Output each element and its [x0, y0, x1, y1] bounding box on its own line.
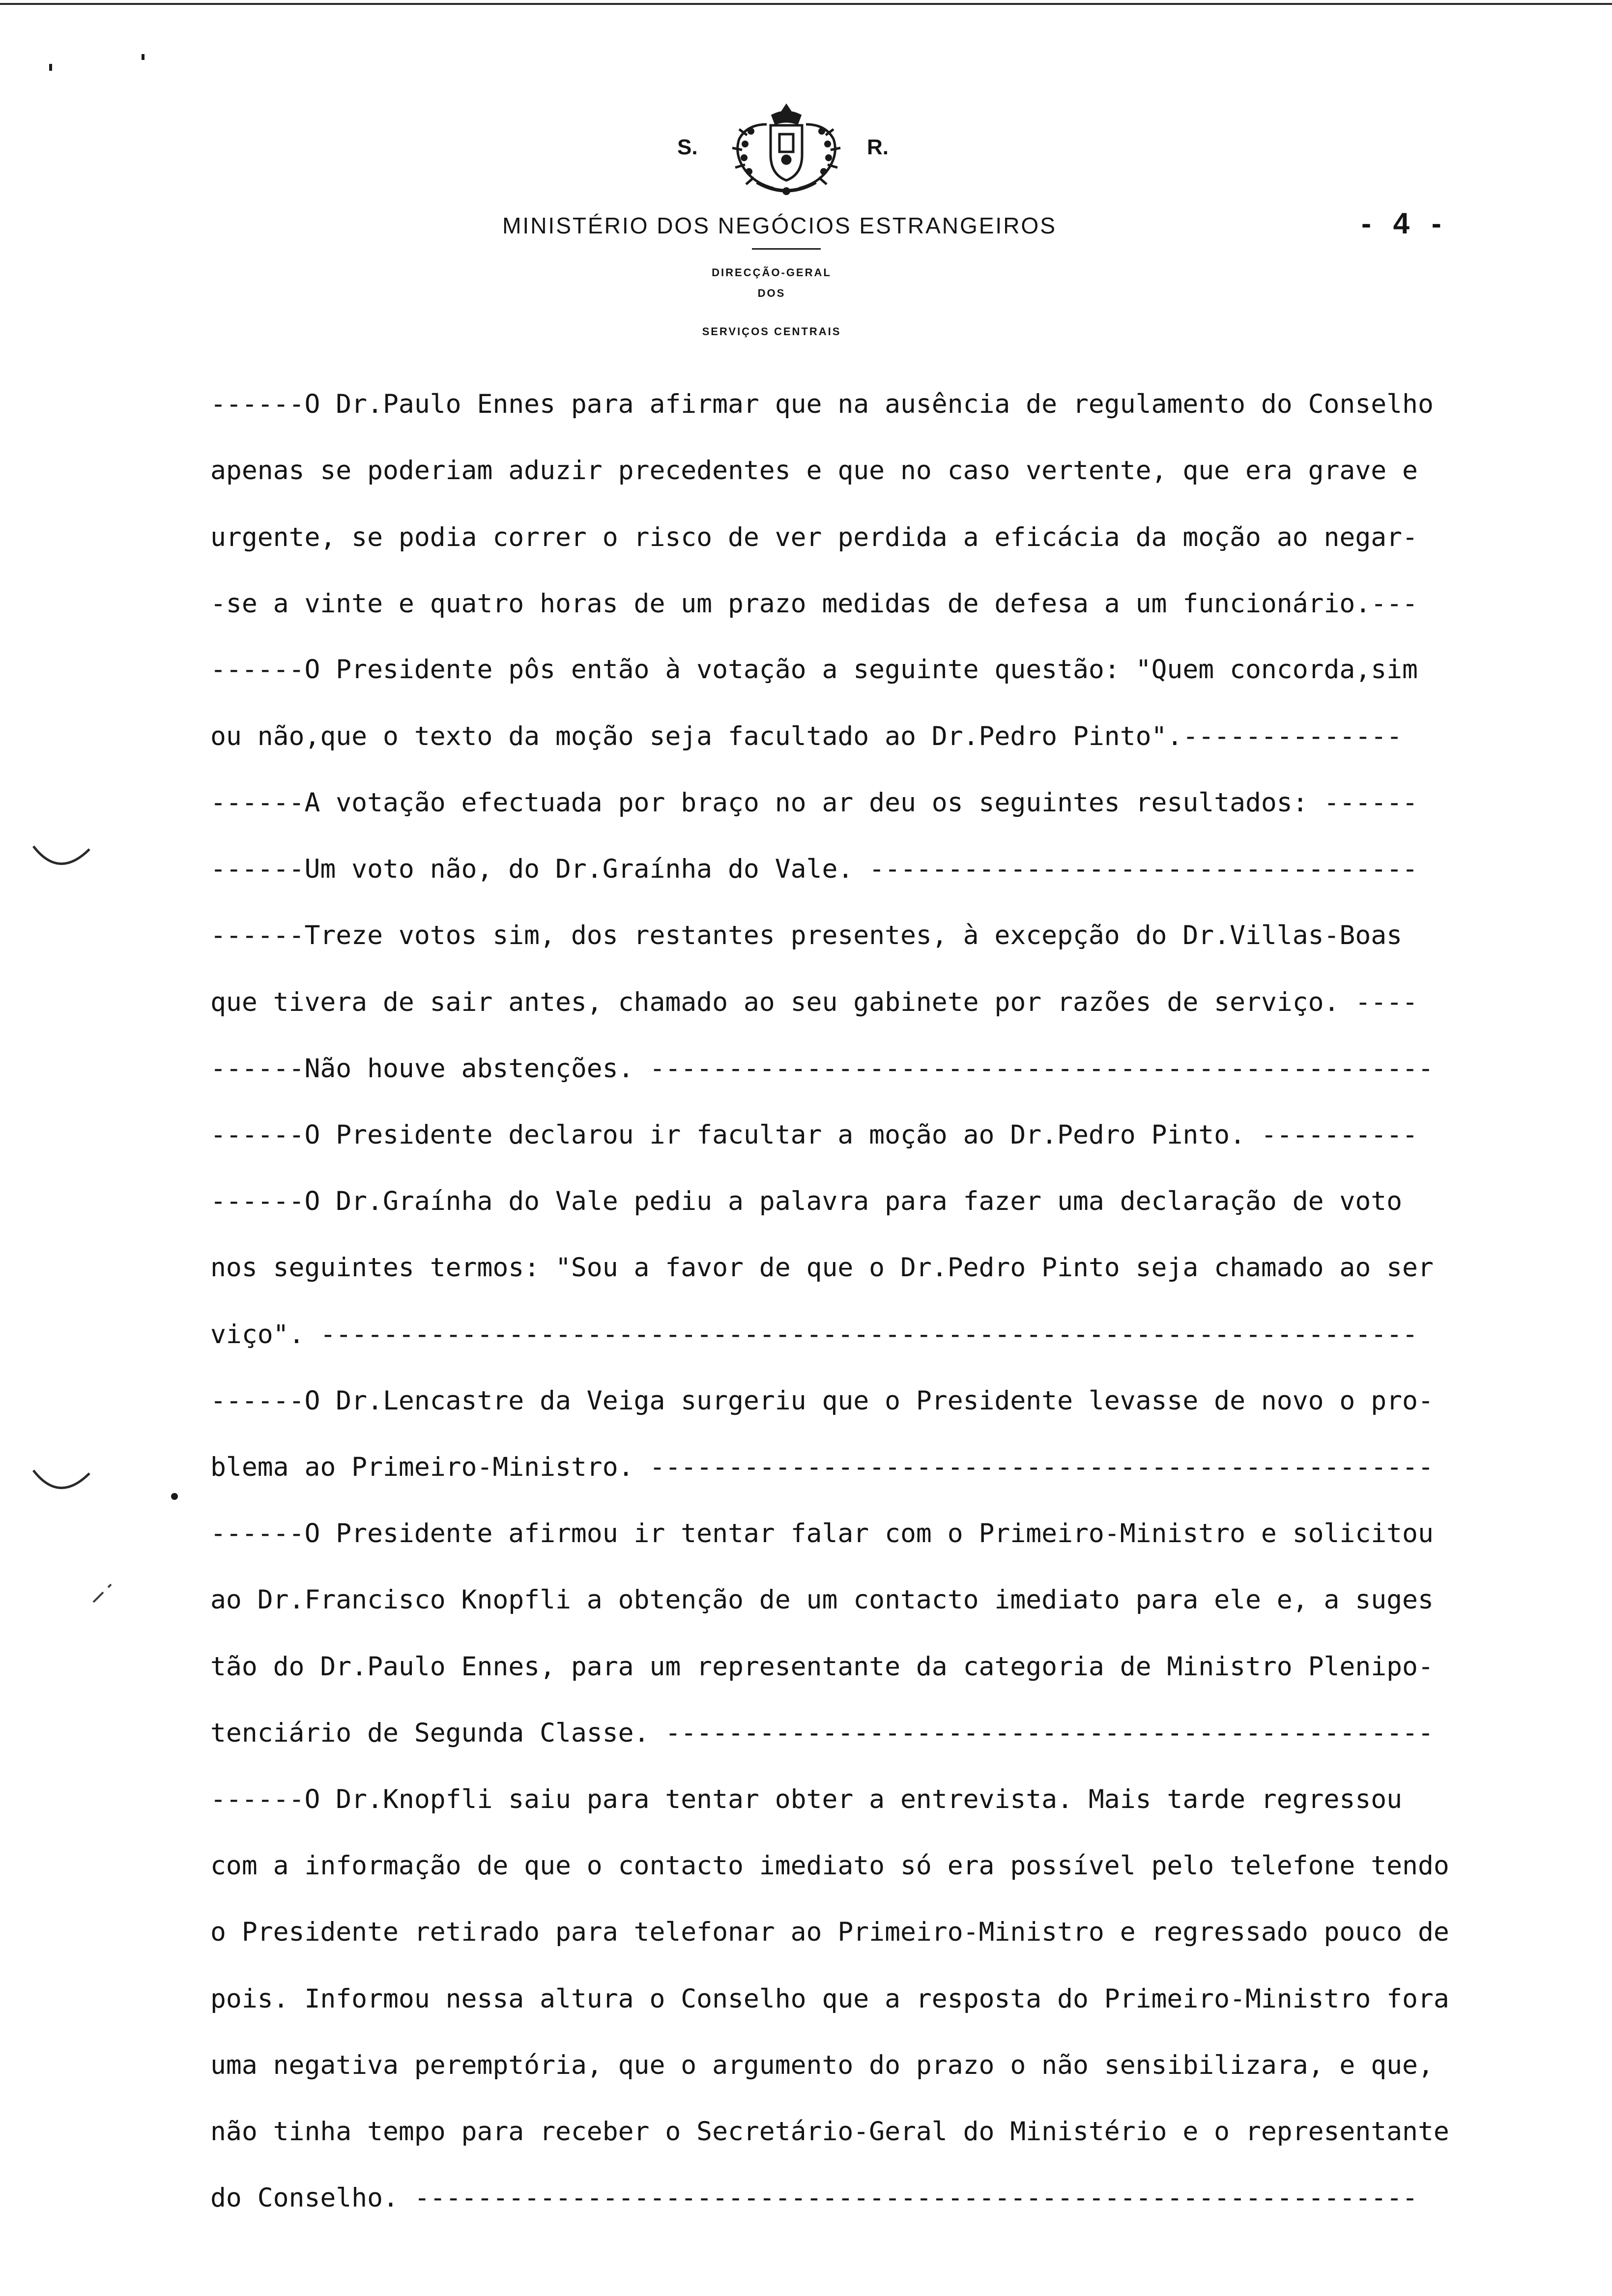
- text-line: do Conselho. ----------------------------------------------------------------: [210, 2183, 1418, 2213]
- text-line: blema ao Primeiro-Ministro. --------------------------------------------------: [210, 1452, 1434, 1482]
- text-line: urgente, se podia correr o risco de ver perdida a eficácia da moção ao negar-: [210, 522, 1418, 552]
- ministry-name: MINISTÉRIO DOS NEGÓCIOS ESTRANGEIROS: [502, 213, 1057, 238]
- department-line-2: DOS: [757, 287, 786, 299]
- text-line: -se a vinte e quatro horas de um prazo medidas de defesa a um funcionário.---: [210, 589, 1418, 619]
- text-line: tão do Dr.Paulo Ennes, para um representante da categoria de Ministro Plenipo-: [210, 1652, 1434, 1682]
- speck-marks: [39, 49, 167, 88]
- text-line: ------Não houve abstenções. --------------------------------------------------: [210, 1054, 1434, 1084]
- text-line: nos seguintes termos: "Sou a favor de que o Dr.Pedro Pinto seja chamado ao ser: [210, 1253, 1434, 1283]
- page-number: - 4 -: [1361, 207, 1448, 240]
- punch-hole-mark: [29, 1464, 93, 1499]
- text-line: com a informação de que o contacto imediato só era possível pelo telefone tendo: [210, 1851, 1449, 1881]
- text-line: ------Um voto não, do Dr.Graínha do Vale. -----------------------------------: [210, 854, 1418, 884]
- text-line: ------Treze votos sim, dos restantes presentes, à excepção do Dr.Villas-Boas: [210, 920, 1403, 950]
- text-line: não tinha tempo para receber o Secretário-Geral do Ministério e o representante: [210, 2117, 1449, 2147]
- text-line: ------O Dr.Paulo Ennes para afirmar que na ausência de regulamento do Conselho: [210, 389, 1434, 419]
- text-line: tenciário de Segunda Classe. -------------------------------------------------: [210, 1718, 1434, 1748]
- punch-hole-mark: [29, 840, 93, 875]
- text-line: o Presidente retirado para telefonar ao Primeiro-Ministro e regressado pouco de: [210, 1917, 1449, 1947]
- text-line: ------O Presidente afirmou ir tentar falar com o Primeiro-Ministro e solicitou: [210, 1519, 1434, 1549]
- speck-mark: [167, 1489, 182, 1504]
- text-line: viço". ----------------------------------------------------------------------: [210, 1320, 1418, 1349]
- text-line: ------O Dr.Knopfli saiu para tentar obter a entrevista. Mais tarde regressou: [210, 1784, 1403, 1814]
- text-line: que tivera de sair antes, chamado ao seu gabinete por razões de serviço. ----: [210, 987, 1418, 1017]
- text-line: ou não,que o texto da moção seja facultado ao Dr.Pedro Pinto".--------------: [210, 721, 1403, 751]
- coat-of-arms-icon: [727, 96, 845, 199]
- text-line: apenas se poderiam aduzir precedentes e que no caso vertente, que era grave e: [210, 456, 1418, 486]
- text-line: uma negativa peremptória, que o argumento do prazo o não sensibilizara, e que,: [210, 2050, 1434, 2080]
- header-letter-s: S.: [677, 135, 698, 159]
- top-border: [0, 3, 1612, 5]
- header-letter-r: R.: [867, 135, 889, 159]
- department-line-3: SERVIÇOS CENTRAIS: [702, 325, 841, 338]
- text-line: ------O Dr.Lencastre da Veiga surgeriu que o Presidente levasse de novo o pro-: [210, 1386, 1434, 1416]
- text-line: pois. Informou nessa altura o Conselho que a resposta do Primeiro-Ministro fora: [210, 1984, 1449, 2014]
- text-line: ------O Presidente declarou ir facultar a moção ao Dr.Pedro Pinto. ----------: [210, 1120, 1418, 1150]
- text-line: ------O Dr.Graínha do Vale pediu a palavra para fazer uma declaração de voto: [210, 1186, 1403, 1216]
- text-line: ao Dr.Francisco Knopfli a obtenção de um contacto imediato para ele e, a suges: [210, 1585, 1434, 1615]
- text-line: ------A votação efectuada por braço no ar deu os seguintes resultados: ------: [210, 788, 1418, 818]
- header-divider: [752, 248, 821, 250]
- text-line: ------O Presidente pôs então à votação a seguinte questão: "Quem concorda,sim: [210, 655, 1418, 685]
- speck-mark: [88, 1582, 118, 1607]
- department-line-1: DIRECÇÃO-GERAL: [712, 266, 832, 279]
